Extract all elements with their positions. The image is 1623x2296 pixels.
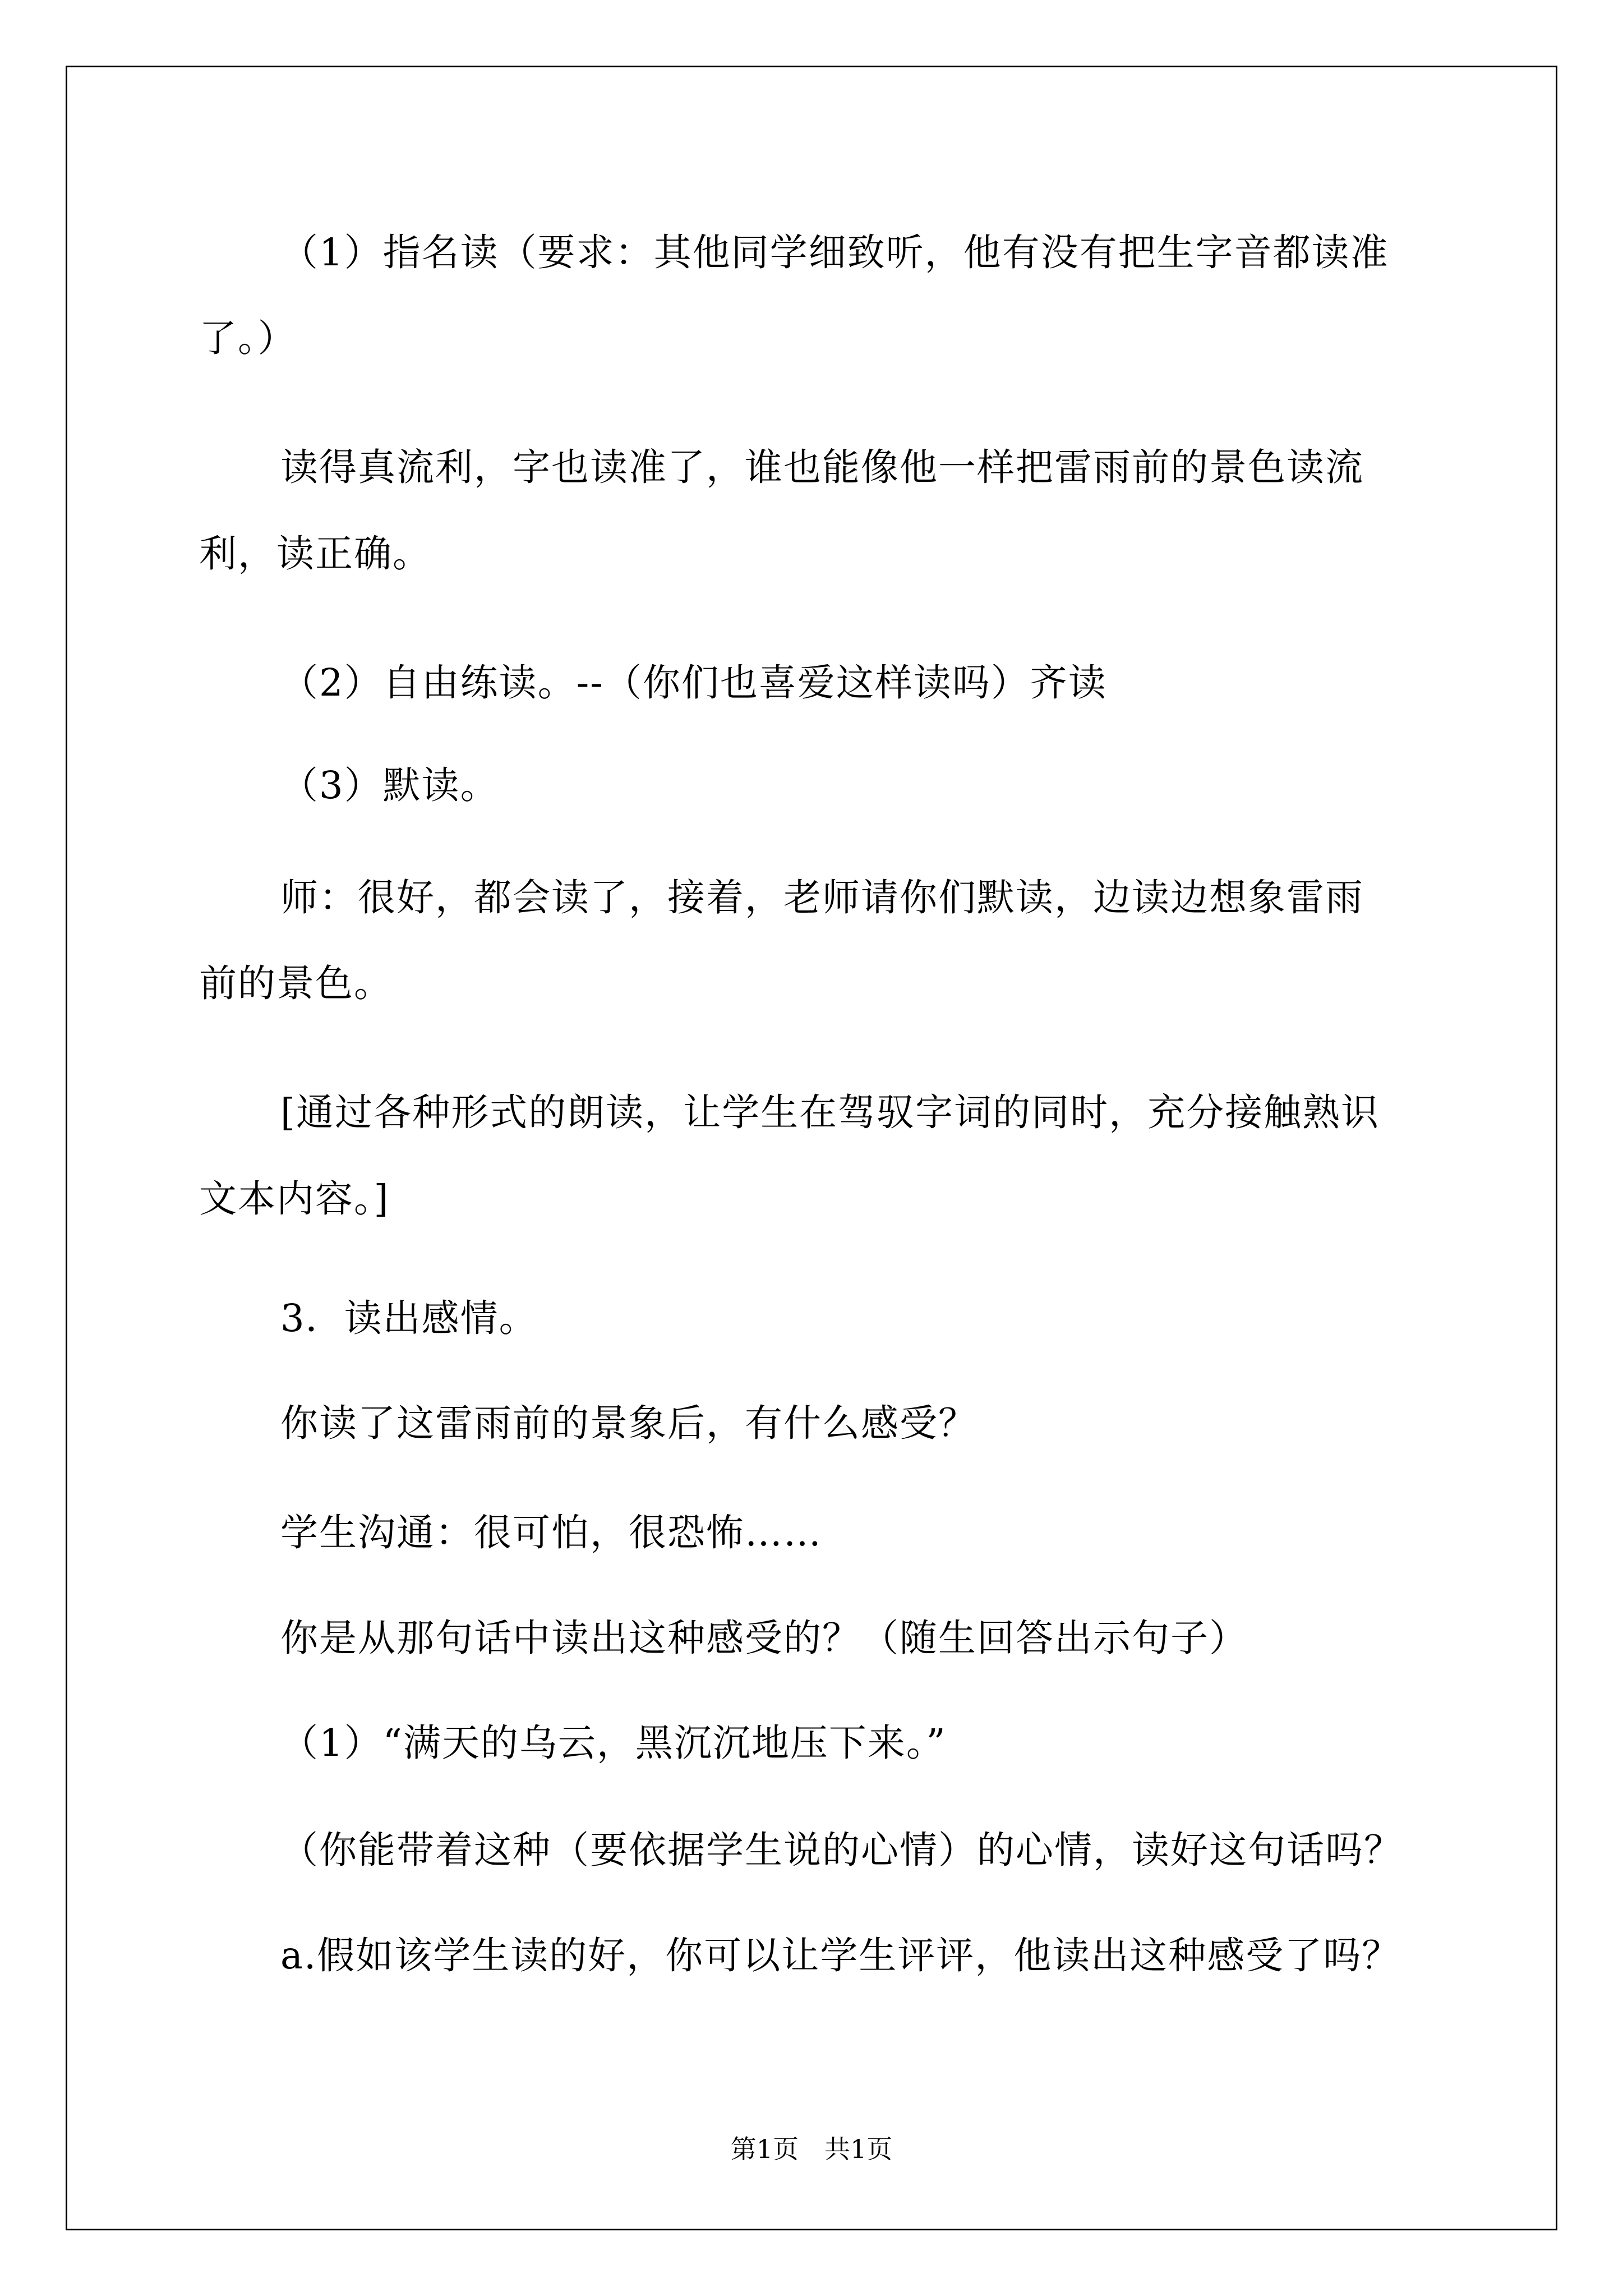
- paragraph-line: 你是从那句话中读出这种感受的？（随生回答出示句子）: [280, 1616, 1248, 1660]
- paragraph-line: 读得真流利，字也读准了，谁也能像他一样把雷雨前的景色读流: [280, 445, 1364, 489]
- paragraph-line: （1）“满天的乌云，黑沉沉地压下来。”: [280, 1721, 947, 1765]
- page-border: [66, 66, 1557, 2230]
- paragraph-line: 学生沟通：很可怕，很恐怖……: [280, 1511, 822, 1554]
- paragraph-line: a.假如该学生读的好，你可以让学生评评，他读出这种感受了吗？: [280, 1934, 1401, 1977]
- paragraph-line: 前的景色。: [199, 961, 393, 1005]
- paragraph-line: 文本内容。]: [199, 1177, 390, 1221]
- paragraph-line: （你能带着这种（要依据学生说的心情）的心情，读好这句话吗？: [280, 1828, 1403, 1872]
- paragraph-line: 师：很好，都会读了，接着，老师请你们默读，边读边想象雷雨: [280, 876, 1364, 919]
- paragraph-line: （2）自由练读。--（你们也喜爱这样读吗）齐读: [280, 661, 1107, 705]
- paragraph-line: 了。）: [199, 316, 297, 360]
- paragraph-line: （3）默读。: [280, 763, 499, 807]
- paragraph-line: 你读了这雷雨前的景象后，有什么感受？: [280, 1401, 977, 1445]
- paragraph-line: （1）指名读（要求：其他同学细致听，他有没有把生字音都读准: [280, 231, 1389, 274]
- page-footer: 第1页 共1页: [730, 2134, 893, 2164]
- paragraph-line: 利，读正确。: [199, 532, 431, 576]
- section-heading: 3．读出感情。: [280, 1296, 538, 1340]
- paragraph-line: [通过各种形式的朗读，让学生在驾驭字词的同时，充分接触熟识: [280, 1091, 1380, 1134]
